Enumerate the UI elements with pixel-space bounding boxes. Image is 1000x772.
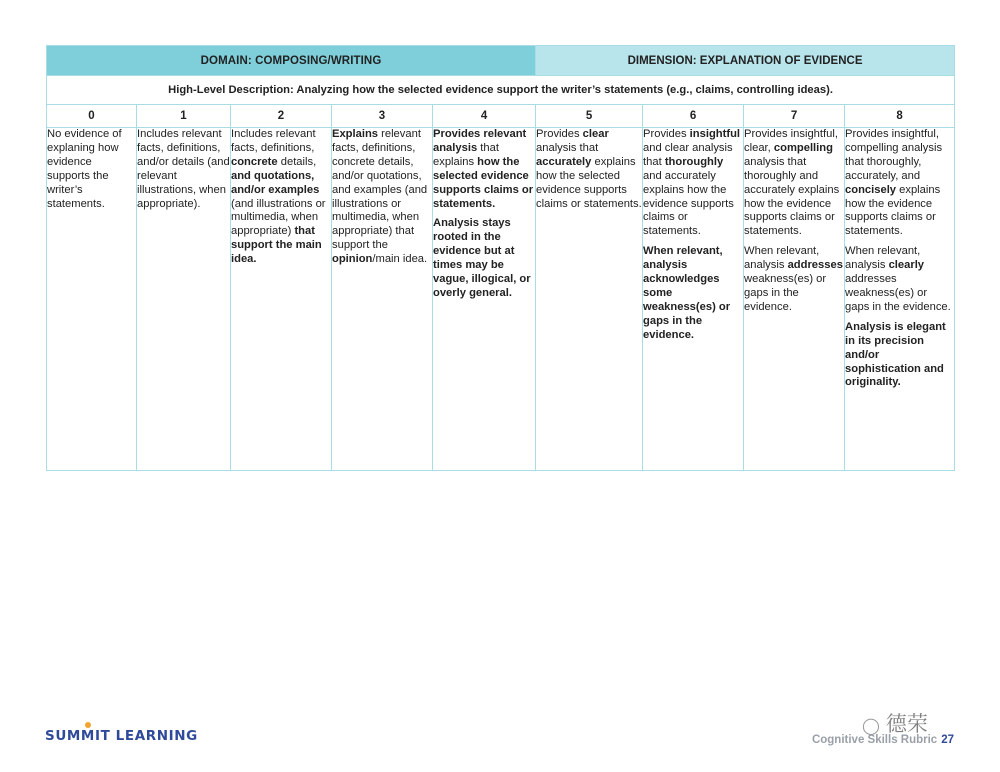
descriptor-paragraph: When relevant, analysis acknowledges some weakness(es) or gaps in the evidence. bbox=[643, 245, 731, 341]
level-6-descriptor bbox=[643, 128, 744, 471]
descriptor-paragraph: Provides relevant analysis that explains how the selected evidence supports claims or statements. bbox=[433, 128, 534, 210]
descriptor-paragraph: Analysis stays rooted in the evidence but at times may be vague, illogical, or overly general. bbox=[433, 217, 531, 299]
dimension-header: DIMENSION: EXPLANATION OF EVIDENCE bbox=[536, 46, 955, 76]
descriptor-paragraph: When relevant, analysis addresses weakness(es) or gaps in the evidence. bbox=[744, 245, 843, 313]
page-number: 27 bbox=[941, 734, 954, 746]
score-3: 3 bbox=[332, 105, 433, 128]
score-2: 2 bbox=[231, 105, 332, 128]
domain-header: DOMAIN: COMPOSING/WRITING bbox=[47, 46, 536, 76]
footer-page-info bbox=[812, 734, 954, 746]
descriptor-paragraph: Provides insightful and clear analysis that thoroughly and accurately explains how the evidence supports claims or statements. bbox=[643, 128, 741, 238]
wechat-icon: ◯ bbox=[862, 716, 880, 735]
score-7: 7 bbox=[744, 105, 845, 128]
rubric-table bbox=[46, 45, 955, 471]
descriptor-paragraph: Analysis is elegant in its precision and/or sophistication and originality. bbox=[845, 320, 946, 389]
level-3-descriptor bbox=[332, 128, 433, 471]
score-6: 6 bbox=[643, 105, 744, 128]
score-4: 4 bbox=[433, 105, 536, 128]
score-8: 8 bbox=[845, 105, 955, 128]
descriptor-paragraph: No evidence of explaning how evidence supports the writer’s statements. bbox=[47, 128, 122, 210]
score-1: 1 bbox=[137, 105, 231, 128]
descriptor-paragraph: Provides insightful, clear, compelling analysis that thoroughly and accurately explains how the evidence supports claims or statements. bbox=[744, 128, 840, 238]
descriptor-paragraph: Includes relevant facts, definitions, concrete details, and quotations, and/or examples (and illustrations or multimedia, when appropriate) that support the main idea. bbox=[231, 128, 326, 266]
level-0-descriptor bbox=[47, 128, 137, 471]
level-7-descriptor bbox=[744, 128, 845, 471]
high-level-description: High-Level Description: Analyzing how the selected evidence support the writer’s statements (e.g., claims, controlling ideas). bbox=[47, 76, 955, 105]
wechat-watermark: ◯ 德荣 bbox=[862, 712, 928, 736]
descriptor-paragraph: Provides insightful, compelling analysis that thoroughly, accurately, and concisely explains how the evidence supports claims or statements. bbox=[845, 128, 943, 238]
score-0: 0 bbox=[47, 105, 137, 128]
level-4-descriptor bbox=[433, 128, 536, 471]
summit-learning-logo: SUMMIT LEARNING bbox=[45, 728, 198, 744]
footer-title: Cognitive Skills Rubric bbox=[811, 734, 938, 746]
descriptor-paragraph: Provides clear analysis that accurately explains how the selected evidence supports claims or statements. bbox=[536, 128, 642, 210]
logo-dot-icon bbox=[85, 722, 91, 728]
score-row bbox=[47, 105, 955, 128]
descriptor-paragraph: Explains relevant facts, definitions, concrete details, and/or quotations, and examples (and illustrations or multimedia, when appropriate) that support the opinion/main idea. bbox=[332, 128, 428, 266]
descriptor-paragraph: When relevant, analysis clearly addresses weakness(es) or gaps in the evidence. bbox=[845, 245, 951, 313]
score-5: 5 bbox=[536, 105, 643, 128]
descriptor-paragraph: Includes relevant facts, definitions, and/or details (and relevant illustrations, when appropriate). bbox=[137, 128, 230, 210]
level-5-descriptor bbox=[536, 128, 643, 471]
level-1-descriptor bbox=[137, 128, 231, 471]
level-descriptors-row bbox=[47, 128, 955, 471]
level-8-descriptor bbox=[845, 128, 955, 471]
level-2-descriptor bbox=[231, 128, 332, 471]
